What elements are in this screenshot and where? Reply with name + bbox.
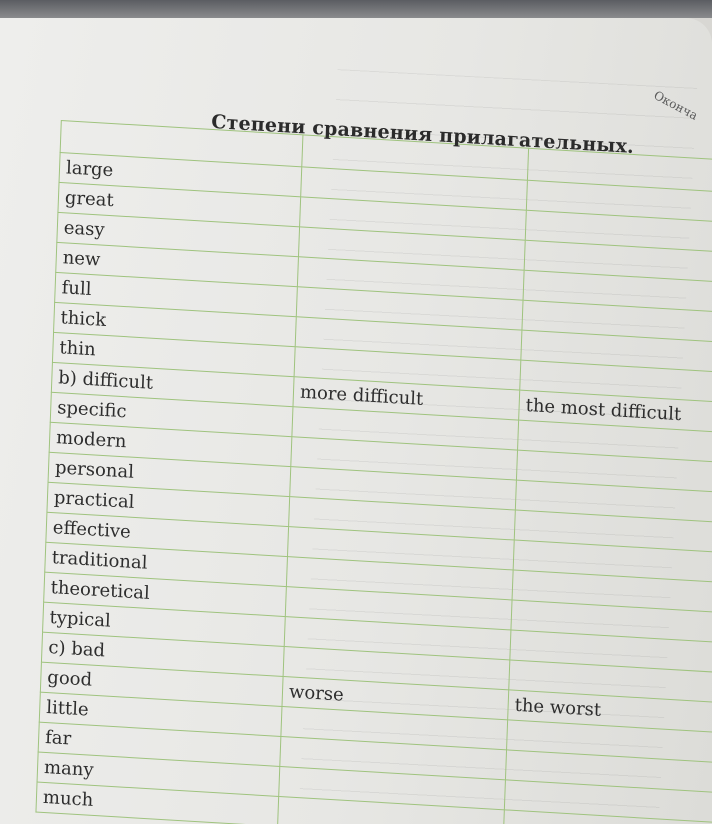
cell-comparative: worse <box>282 676 509 719</box>
cell-word: typical <box>43 602 286 646</box>
cell-word: c) bad <box>41 632 284 676</box>
adjective-comparison-table <box>35 88 712 824</box>
cell-word: modern <box>49 422 292 466</box>
adjective-table-sheet <box>35 88 712 824</box>
cell-comparative: more difficult <box>293 377 520 420</box>
page-corner-note: Оконча <box>651 88 701 123</box>
cell-word: great <box>58 182 301 226</box>
cell-word: practical <box>47 482 290 526</box>
cell-word: good <box>40 662 283 706</box>
cell-word: thin <box>52 332 295 376</box>
cell-word: much <box>36 782 279 824</box>
top-bar <box>0 0 712 18</box>
cell-word: thick <box>54 302 297 346</box>
cell-word: theoretical <box>44 572 287 616</box>
cell-word: effective <box>46 512 289 556</box>
cell-word: new <box>56 242 299 286</box>
cell-word: full <box>55 272 298 316</box>
cell-word: specific <box>50 392 293 436</box>
cell-superlative: the worst <box>508 690 712 734</box>
cell-word: large <box>59 152 302 196</box>
cell-word: b) difficult <box>51 362 294 406</box>
cell-word: personal <box>48 452 291 496</box>
cell-word: many <box>37 752 280 796</box>
cell-word: far <box>38 722 281 766</box>
table-title: Степени сравнения прилагательных. <box>210 110 635 159</box>
cell-word: easy <box>57 212 300 256</box>
cell-superlative: the most difficult <box>519 390 712 434</box>
cell-word: little <box>39 692 282 736</box>
cell-word: traditional <box>45 542 288 586</box>
